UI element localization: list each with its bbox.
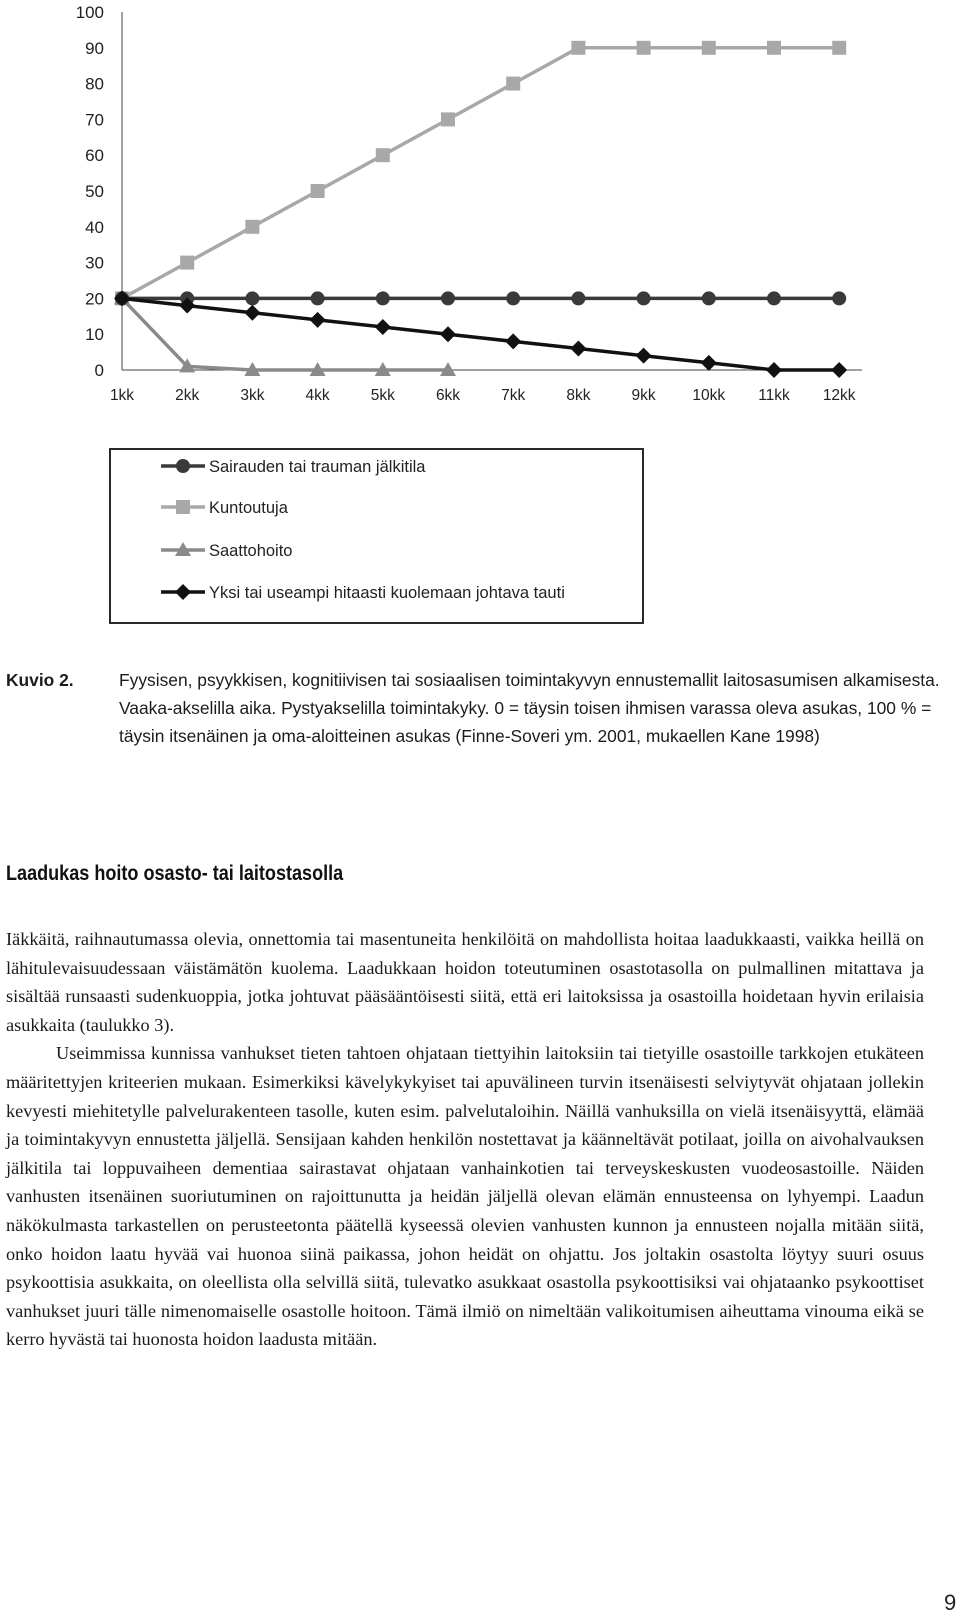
legend-marker-diamond [161,579,209,609]
data-point-diamond [636,348,652,364]
caption-label: Kuvio 2. [6,670,74,690]
x-tick-label: 11kk [758,387,790,404]
y-tick-label: 60 [85,146,104,166]
data-point-diamond [766,362,782,378]
legend-label: Kuntoutuja [209,499,288,517]
data-point-square [441,112,455,126]
x-tick-labels [110,387,856,404]
legend-marker-triangle [161,537,209,567]
legend-label: Saattohoito [209,542,293,560]
legend-marker-square [161,494,209,524]
series-line [122,48,839,299]
y-tick-label: 10 [85,325,104,345]
legend-label: Sairauden tai trauman jälkitila [209,458,426,476]
x-tick-label: 5kk [370,387,395,404]
y-tick-label: 100 [75,3,104,22]
data-point-diamond [375,319,391,335]
y-tick-labels [76,3,104,380]
legend-item-jalkitila [161,453,631,483]
y-tick-label: 70 [85,110,104,130]
data-point-diamond [701,355,717,371]
x-tick-label: 9kk [631,387,656,404]
data-point-diamond [570,341,586,357]
data-point-square [376,148,390,162]
series-line [122,298,448,370]
x-tick-label: 1kk [109,387,135,404]
figure-caption [6,666,946,750]
data-point-circle [637,291,651,305]
caption-text: Fyysisen, psyykkisen, kognitiivisen tai sosiaalisen toimintakyvyn ennustemallit laitosasumisen alkamisesta. Vaaka-akselilla aika. Pystyakselilla toimintakyky. 0 = täysin toisen ihmisen varassa oleva asukas, 100 % = täysin itsenäinen ja oma-aloitteinen asukas (Finne-Soveri ym. 2001, mukaellen Kane 1998) [119,670,940,746]
data-point-circle [506,291,520,305]
x-tick-label: 10kk [692,387,726,404]
data-point-circle [571,291,585,305]
body-text [6,925,924,1354]
data-point-square [571,41,585,55]
x-tick-label: 12kk [822,387,856,404]
data-point-circle [376,291,390,305]
data-point-circle [767,291,781,305]
data-point-circle [245,291,259,305]
data-point-square [180,256,194,270]
data-point-square [506,77,520,91]
data-point-diamond [244,305,260,321]
page-number: 9 [944,1590,957,1615]
line-chart [0,0,960,420]
x-tick-label: 8kk [566,387,591,404]
paragraph: Useimmissa kunnissa vanhukset tieten tahtoen ohjataan tiettyihin laitoksiin tai tietyille osastoille tarkkojen etukäteen määritettyjen kriteerien mukaan. Esimerkiksi kävelykykyiset tai apuvälineen turvin itsenäisesti selviytyvät ohjataan jollekin kevyesti miehitetylle palvelurakenteen tasolle, kuten esim. palvelutaloihin. Näillä vanhuksilla on vielä itsenäisyyttä, elämää ja toimintakyvyn ennustetta jäljellä. Sensijaan kahden henkilön nostettavat ja käänneltävät potilaat, joilla on aivohalvauksen jälkitila tai loppuvaiheen dementiaa sairastavat ohjataan vanhainkotien tai terveyskeskusten vuodeosastoille. Näiden vanhusten itsenäinen suoriutuminen on rajoittunutta ja heidän jäljellä olevan elämän ennusteensa on lyhyempi. Laadun näkökulmasta tarkastellen on perusteetonta päätellä kyseessä olevien vanhusten kunnon ja ennusteen nojalla mitään siitä, onko hoidon laatu hyvää vai huonoa siinä paikassa, johon heidät on ohjattu. Jos joltakin osastolta löytyy suuri osuus psykoottisia asukkaita, on oleellista olla selvillä siitä, tulevatko asukkaat osastolla psykoottisiksi vai ohjataanko psykoottiset vanhukset juuri tälle nimenomaiselle osastolle hoitoon. Tämä ilmiö on nimeltään valikoitumisen aiheuttama vinouma eikä se kerro hyvästä tai huonosta hoidon laadusta mitään. [6,1043,924,1350]
x-tick-label: 4kk [305,387,330,404]
y-tick-label: 80 [85,74,104,94]
legend-marker-circle [161,453,209,483]
data-point-square [637,41,651,55]
x-tick-label: 7kk [501,387,526,404]
data-point-diamond [310,312,326,328]
x-tick-label: 2kk [175,387,200,404]
data-point-square [245,220,259,234]
y-tick-label: 0 [94,361,104,380]
x-tick-label: 6kk [435,387,461,404]
paragraph: Iäkkäitä, raihnautumassa olevia, onnettomia tai masentuneita henkilöitä on mahdollista hoitaa laadukkaasti, vaikka heillä on lähitulevaisuudessaan väistämätön kuolema. Laadukkaan hoidon toteutuminen osastotasolla on pulmallinen mitattava ja sisältää runsaasti sudenkuoppia, jotka johtuvat pääsääntöisesti siitä, että eri laitoksissa ja osastoilla hoidetaan hyvin erilaisia asukkaita (taulukko 3). [6,929,924,1035]
data-point-square [311,184,325,198]
data-point-square [767,41,781,55]
y-tick-label: 90 [85,38,104,58]
legend-item-kuntoutuja [161,494,631,524]
data-point-square [702,41,716,55]
data-point-diamond [505,333,521,349]
section-heading: Laadukas hoito osasto- tai laitostasolla [6,862,344,885]
y-tick-label: 50 [85,182,104,201]
data-point-circle [832,291,846,305]
y-tick-label: 30 [85,253,104,273]
legend-item-tauti [161,579,631,609]
chart-series [114,41,847,378]
y-tick-label: 20 [85,289,104,309]
x-tick-label: 3kk [240,387,265,404]
series-line [122,298,839,370]
data-point-diamond [440,326,456,342]
data-point-circle [702,291,716,305]
data-point-circle [441,291,455,305]
data-point-square [832,41,846,55]
data-point-circle [311,291,325,305]
legend-label: Yksi tai useampi hitaasti kuolemaan johtava tauti [209,584,565,602]
y-tick-label: 40 [85,217,104,237]
legend-item-saattohoito [161,537,631,567]
chart-legend [109,448,644,624]
data-point-diamond [831,362,847,378]
